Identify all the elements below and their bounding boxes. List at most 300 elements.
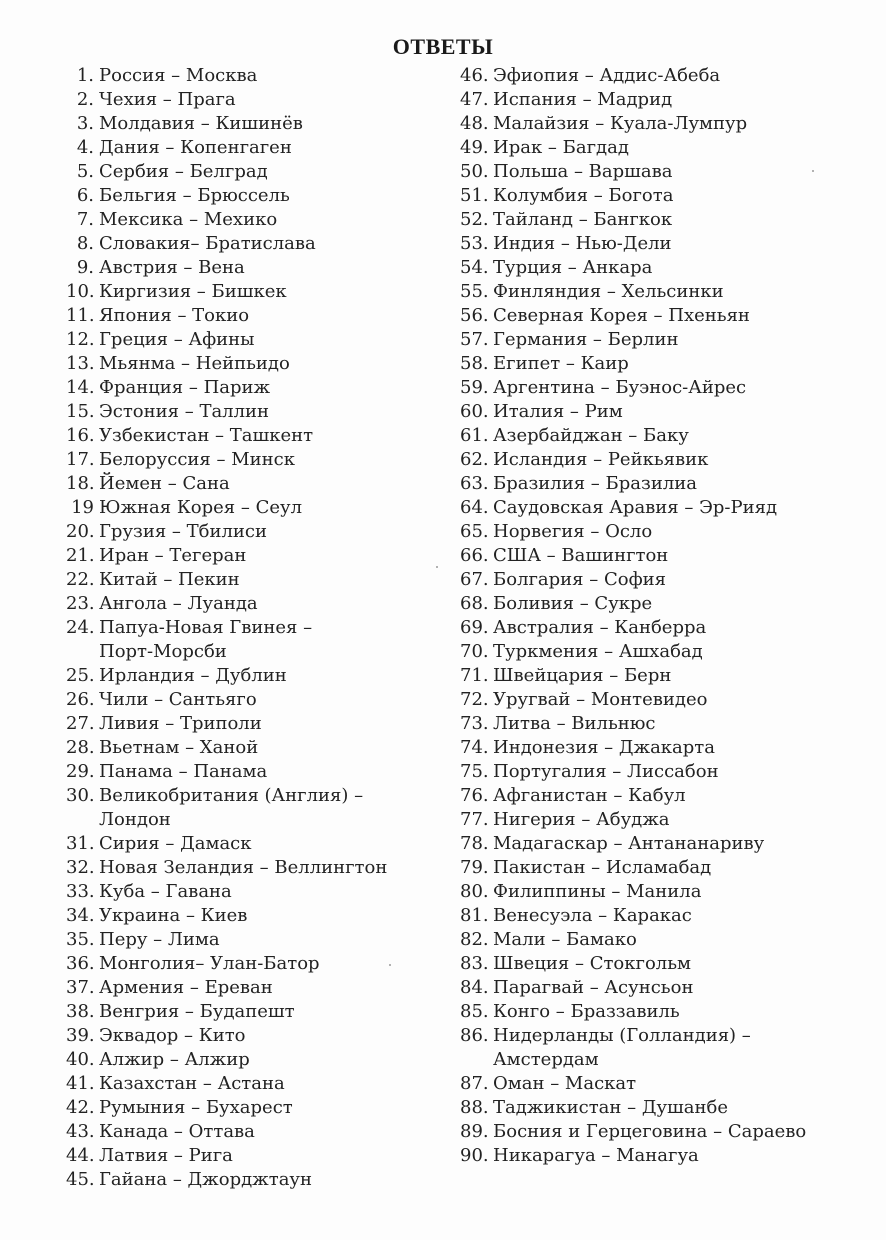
answer-item — [460, 424, 870, 448]
answer-text: Малайзия – Куала-Лумпур — [493, 113, 748, 134]
answer-item — [460, 856, 870, 880]
answer-text-block — [493, 616, 706, 640]
answer-number: 53. — [460, 233, 489, 254]
answer-text-block — [493, 472, 697, 496]
answer-item — [66, 352, 446, 376]
answer-text-block — [99, 400, 269, 424]
answer-item — [460, 1096, 870, 1120]
answer-text-block — [99, 1120, 255, 1144]
answer-text: Уругвай – Монтевидео — [493, 689, 708, 710]
answer-item — [66, 64, 446, 88]
answer-text-block — [493, 880, 701, 904]
answer-text: Япония – Токио — [99, 305, 250, 326]
answer-text-block — [99, 64, 257, 88]
answer-text: Норвегия – Осло — [493, 521, 653, 542]
answer-number: 21. — [66, 545, 95, 566]
answer-text-block — [99, 712, 262, 736]
answer-item — [460, 736, 870, 760]
answer-item — [460, 640, 870, 664]
answer-number: 90. — [460, 1145, 489, 1166]
answer-text-block — [493, 856, 711, 880]
answer-text-block — [493, 328, 678, 352]
answer-item — [66, 1096, 446, 1120]
answer-text: Казахстан – Астана — [99, 1073, 285, 1094]
answer-number: 73. — [460, 713, 489, 734]
answer-text-block — [99, 1072, 285, 1096]
answer-item — [66, 136, 446, 160]
answer-text-block — [493, 928, 637, 952]
answer-item — [460, 808, 870, 832]
answer-text: Грузия – Тбилиси — [99, 521, 267, 542]
answer-text: Гайана – Джорджтаун — [99, 1169, 313, 1190]
answer-text-block — [99, 376, 270, 400]
answer-number: 48. — [460, 113, 489, 134]
answer-number: 57. — [460, 329, 489, 350]
answer-text: Украина – Киев — [99, 905, 248, 926]
answer-text-block — [493, 592, 652, 616]
answer-item — [460, 928, 870, 952]
answer-number: 60. — [460, 401, 489, 422]
answer-number: 17. — [66, 449, 95, 470]
answer-text-block — [493, 448, 708, 472]
answer-text-block — [493, 424, 689, 448]
answer-number: 4. — [76, 137, 94, 158]
answer-text: Эквадор – Кито — [99, 1025, 246, 1046]
answer-text-block — [493, 232, 672, 256]
answer-item — [460, 376, 870, 400]
answer-item — [66, 256, 446, 280]
answer-text: Германия – Берлин — [493, 329, 679, 350]
answer-item — [66, 928, 446, 952]
answer-number: 23. — [66, 593, 95, 614]
answer-number: 64. — [460, 497, 489, 518]
answer-item — [460, 280, 870, 304]
answer-text: Ирландия – Дублин — [99, 665, 287, 686]
answer-text-block — [493, 1096, 728, 1120]
answer-text: США – Вашингтон — [493, 545, 669, 566]
answer-text: Армения – Ереван — [99, 977, 273, 998]
answer-text-block — [493, 640, 703, 664]
answer-item — [460, 232, 870, 256]
answer-text-continued: Порт-Морсби — [99, 641, 227, 662]
answer-number: 2. — [76, 89, 94, 110]
answer-number: 55. — [460, 281, 489, 302]
answer-text-block — [99, 496, 302, 520]
answer-number: 39. — [66, 1025, 95, 1046]
answer-text-block — [493, 1120, 806, 1144]
answer-text: Дания – Копенгаген — [99, 137, 292, 158]
answer-text-block — [99, 328, 255, 352]
answer-item — [460, 520, 870, 544]
answer-text-block — [493, 280, 724, 304]
answer-item — [460, 1120, 870, 1144]
answer-item — [460, 592, 870, 616]
answer-number: 49. — [460, 137, 489, 158]
answer-text-block — [493, 952, 691, 976]
answer-text-block — [99, 952, 320, 976]
answer-item — [66, 232, 446, 256]
answer-number: 36. — [66, 953, 95, 974]
answer-item — [460, 568, 870, 592]
answer-text: Ирак – Багдад — [493, 137, 629, 158]
answer-number: 5. — [76, 161, 94, 182]
answer-text-continued: Амстердам — [493, 1049, 599, 1070]
answer-text-block — [99, 568, 240, 592]
answer-text: Греция – Афины — [99, 329, 255, 350]
answer-text: Нигерия – Абуджа — [493, 809, 670, 830]
answer-text: Чехия – Прага — [99, 89, 236, 110]
answer-number: 85. — [460, 1001, 489, 1022]
answer-text: Египет – Каир — [493, 353, 629, 374]
answer-item — [460, 904, 870, 928]
right-answers-column — [460, 64, 870, 1168]
answer-text: Туркмения – Ашхабад — [493, 641, 703, 662]
answer-number: 75. — [460, 761, 489, 782]
answer-text: Китай – Пекин — [99, 569, 240, 590]
answer-number: 13. — [66, 353, 95, 374]
answer-text-block — [99, 472, 230, 496]
answer-number: 54. — [460, 257, 489, 278]
answer-text: Йемен – Сана — [99, 473, 230, 494]
answer-text: Чили – Сантьяго — [99, 689, 257, 710]
answer-text-block — [493, 352, 629, 376]
answer-text-block — [493, 568, 666, 592]
answer-text: Куба – Гавана — [99, 881, 232, 902]
answer-text-block — [493, 904, 692, 928]
answer-item — [460, 1024, 870, 1072]
answer-text: Литва – Вильнюс — [493, 713, 656, 734]
answer-number: 14. — [66, 377, 95, 398]
answer-number: 42. — [66, 1097, 95, 1118]
answer-number: 72. — [460, 689, 489, 710]
answer-item — [66, 544, 446, 568]
answer-number: 51. — [460, 185, 489, 206]
answer-number: 81. — [460, 905, 489, 926]
answer-text-block — [99, 832, 252, 856]
answer-text: Великобритания (Англия) – — [99, 785, 364, 806]
answer-text-block — [99, 1168, 312, 1192]
answer-text: Латвия – Рига — [99, 1145, 233, 1166]
answer-item — [460, 64, 870, 88]
answer-text-block — [99, 112, 303, 136]
answer-text: Иран – Тегеран — [99, 545, 247, 566]
answer-text-block — [493, 832, 764, 856]
answer-number: 87. — [460, 1073, 489, 1094]
answer-item — [460, 472, 870, 496]
answer-text-block — [99, 184, 290, 208]
answer-item — [460, 136, 870, 160]
answer-text: Венесуэла – Каракас — [493, 905, 692, 926]
answer-text: Монголия– Улан-Батор — [99, 953, 320, 974]
answer-number: 47. — [460, 89, 489, 110]
answer-number: 26. — [66, 689, 95, 710]
answer-number: 41. — [66, 1073, 95, 1094]
answer-text-block — [99, 688, 257, 712]
answer-number: 24. — [66, 617, 95, 638]
answer-number: 35. — [66, 929, 95, 950]
answer-text: Эстония – Таллин — [99, 401, 270, 422]
answer-text: Франция – Париж — [99, 377, 271, 398]
answer-text-block — [99, 256, 245, 280]
answer-text-block — [493, 664, 671, 688]
answer-number: 10. — [66, 281, 95, 302]
answer-text: Россия – Москва — [99, 65, 258, 86]
answer-number: 62. — [460, 449, 489, 470]
answer-item — [66, 1000, 446, 1024]
answer-number: 40. — [66, 1049, 95, 1070]
answer-number: 79. — [460, 857, 489, 878]
answer-number: 11. — [66, 305, 95, 326]
answer-text-block — [99, 304, 249, 328]
answer-text: Ливия – Триполи — [99, 713, 262, 734]
answer-item — [460, 448, 870, 472]
answer-text: Панама – Панама — [99, 761, 268, 782]
answer-text: Словакия– Братислава — [99, 233, 316, 254]
answer-text: Парагвай – Асунсьон — [493, 977, 694, 998]
answer-number: 70. — [460, 641, 489, 662]
answer-text-block — [99, 352, 290, 376]
answer-text-block — [493, 304, 750, 328]
answer-item — [460, 208, 870, 232]
answer-number: 61. — [460, 425, 489, 446]
answer-number: 20. — [66, 521, 95, 542]
answer-number: 76. — [460, 785, 489, 806]
answer-text-block — [99, 1048, 250, 1072]
answer-text-block — [99, 232, 316, 256]
answer-text-block — [493, 808, 670, 832]
answer-number: 71. — [460, 665, 489, 686]
answer-text: Бельгия – Брюссель — [99, 185, 290, 206]
answer-text-block — [493, 1024, 751, 1072]
answer-item — [66, 688, 446, 712]
answer-text-continued: Лондон — [99, 809, 171, 830]
answer-text: Новая Зеландия – Веллингтон — [99, 857, 388, 878]
answer-item — [66, 160, 446, 184]
answer-number: 80. — [460, 881, 489, 902]
answer-item — [66, 712, 446, 736]
answer-text-block — [99, 592, 258, 616]
answer-number: 65. — [460, 521, 489, 542]
answer-text-block — [99, 760, 267, 784]
answer-text: Азербайджан – Баку — [493, 425, 689, 446]
answer-text: Австралия – Канберра — [493, 617, 707, 638]
answer-text-block — [493, 712, 656, 736]
answer-text: Аргентина – Буэнос-Айрес — [493, 377, 747, 398]
answer-item — [66, 472, 446, 496]
answer-item — [66, 904, 446, 928]
answer-text-block — [493, 520, 652, 544]
answer-text: Польша – Варшава — [493, 161, 673, 182]
answer-text: Южная Корея – Сеул — [99, 497, 303, 518]
answer-number: 89. — [460, 1121, 489, 1142]
answer-number: 18. — [66, 473, 95, 494]
scan-speck — [812, 170, 814, 172]
answer-item — [66, 400, 446, 424]
answer-text: Нидерланды (Голландия) – — [493, 1025, 751, 1046]
answer-text-block — [493, 544, 668, 568]
answer-number: 66. — [460, 545, 489, 566]
answer-number: 22. — [66, 569, 95, 590]
answer-text: Пакистан – Исламабад — [493, 857, 712, 878]
answer-text: Перу – Лима — [99, 929, 220, 950]
answer-text: Испания – Мадрид — [493, 89, 673, 110]
answer-number: 74. — [460, 737, 489, 758]
answer-text: Белоруссия – Минск — [99, 449, 295, 470]
answer-text-block — [493, 64, 720, 88]
answer-text: Канада – Оттава — [99, 1121, 255, 1142]
answer-text: Италия – Рим — [493, 401, 623, 422]
answer-item — [66, 832, 446, 856]
answer-item — [66, 424, 446, 448]
answer-text: Вьетнам – Ханой — [99, 737, 259, 758]
answer-number: 82. — [460, 929, 489, 950]
answer-item — [66, 856, 446, 880]
answer-text-block — [99, 1144, 233, 1168]
answer-item — [460, 712, 870, 736]
answer-item — [66, 208, 446, 232]
answer-text: Индия – Нью-Дели — [493, 233, 672, 254]
answer-number: 29. — [66, 761, 95, 782]
answer-text-block — [99, 160, 268, 184]
answer-item — [460, 88, 870, 112]
answer-text-block — [493, 688, 707, 712]
answer-item — [460, 112, 870, 136]
answer-text-block — [99, 784, 363, 832]
answer-number: 27. — [66, 713, 95, 734]
answer-text: Боливия – Сукре — [493, 593, 653, 614]
answer-text-block — [99, 856, 387, 880]
answer-item — [66, 496, 446, 520]
answer-number: 12. — [66, 329, 95, 350]
answer-item — [66, 1048, 446, 1072]
answer-number: 8. — [76, 233, 94, 254]
answer-text-block — [99, 904, 247, 928]
answer-item — [66, 1144, 446, 1168]
answer-text-block — [99, 1024, 246, 1048]
answer-number: 33. — [66, 881, 95, 902]
answer-item — [460, 496, 870, 520]
answer-text-block — [493, 760, 719, 784]
answer-text-block — [99, 88, 236, 112]
answer-text-block — [99, 208, 277, 232]
answer-number: 3. — [76, 113, 94, 134]
answer-text-block — [99, 976, 273, 1000]
answer-item — [460, 880, 870, 904]
answer-item — [66, 976, 446, 1000]
answer-text-block — [493, 112, 747, 136]
answer-number: 28. — [66, 737, 95, 758]
answer-item — [460, 352, 870, 376]
scan-speck — [436, 566, 438, 568]
answer-number: 44. — [66, 1145, 95, 1166]
answer-text-block — [493, 184, 673, 208]
answer-text: Мали – Бамако — [493, 929, 637, 950]
answer-number: 7. — [76, 209, 94, 230]
answer-text: Мексика – Мехико — [99, 209, 278, 230]
answer-text: Узбекистан – Ташкент — [99, 425, 314, 446]
answer-item — [66, 328, 446, 352]
answer-text: Ангола – Луанда — [99, 593, 258, 614]
answer-number: 16. — [66, 425, 95, 446]
answer-text-block — [99, 544, 246, 568]
answer-text: Колумбия – Богота — [493, 185, 674, 206]
answer-item — [460, 760, 870, 784]
answer-item — [460, 976, 870, 1000]
answer-text-block — [493, 136, 629, 160]
answer-number: 45. — [66, 1169, 95, 1190]
answer-item — [66, 568, 446, 592]
answer-item — [460, 328, 870, 352]
answer-text-block — [99, 520, 267, 544]
answer-text-block — [493, 88, 672, 112]
answer-text-block — [493, 496, 777, 520]
answer-item — [66, 280, 446, 304]
answer-number: 56. — [460, 305, 489, 326]
answer-text: Бразилия – Бразилиа — [493, 473, 697, 494]
answer-text: Саудовская Аравия – Эр-Рияд — [493, 497, 778, 518]
answer-item — [460, 1072, 870, 1096]
answer-number: 6. — [76, 185, 94, 206]
answer-number: 46. — [460, 65, 489, 86]
answer-text-block — [99, 424, 313, 448]
answer-item — [460, 544, 870, 568]
answer-number: 31. — [66, 833, 95, 854]
answer-text-block — [493, 784, 686, 808]
answer-text-block — [493, 1072, 636, 1096]
answer-item — [66, 736, 446, 760]
answer-item — [66, 88, 446, 112]
answer-number: 52. — [460, 209, 489, 230]
answer-number: 50. — [460, 161, 489, 182]
answer-item — [460, 1000, 870, 1024]
answer-item — [460, 256, 870, 280]
answer-text: Болгария – София — [493, 569, 667, 590]
answer-number: 30. — [66, 785, 95, 806]
answer-text-block — [99, 136, 292, 160]
answer-text-block — [493, 376, 746, 400]
answer-number: 83. — [460, 953, 489, 974]
answer-text: Швеция – Стокгольм — [493, 953, 692, 974]
answer-item — [66, 616, 446, 664]
answer-number: 43. — [66, 1121, 95, 1142]
answer-item — [66, 880, 446, 904]
answer-number: 77. — [460, 809, 489, 830]
answer-text: Сирия – Дамаск — [99, 833, 252, 854]
answer-item — [66, 376, 446, 400]
answer-item — [66, 664, 446, 688]
answer-item — [66, 760, 446, 784]
answer-number: 78. — [460, 833, 489, 854]
answer-text-block — [99, 664, 287, 688]
answer-text-block — [493, 736, 715, 760]
answer-text-block — [99, 1000, 295, 1024]
answer-number: 69. — [460, 617, 489, 638]
answer-number: 37. — [66, 977, 95, 998]
answer-text-block — [99, 280, 287, 304]
answer-number: 86. — [460, 1025, 489, 1046]
answer-item — [66, 784, 446, 832]
answer-text-block — [493, 256, 652, 280]
answer-text: Конго – Браззавиль — [493, 1001, 680, 1022]
answer-text: Алжир – Алжир — [99, 1049, 250, 1070]
answer-text-block — [99, 1096, 293, 1120]
answer-number: 68. — [460, 593, 489, 614]
left-answers-column — [66, 64, 446, 1192]
answer-number: 25. — [66, 665, 95, 686]
answer-number: 58. — [460, 353, 489, 374]
answer-text-block — [99, 928, 220, 952]
answer-item — [460, 304, 870, 328]
